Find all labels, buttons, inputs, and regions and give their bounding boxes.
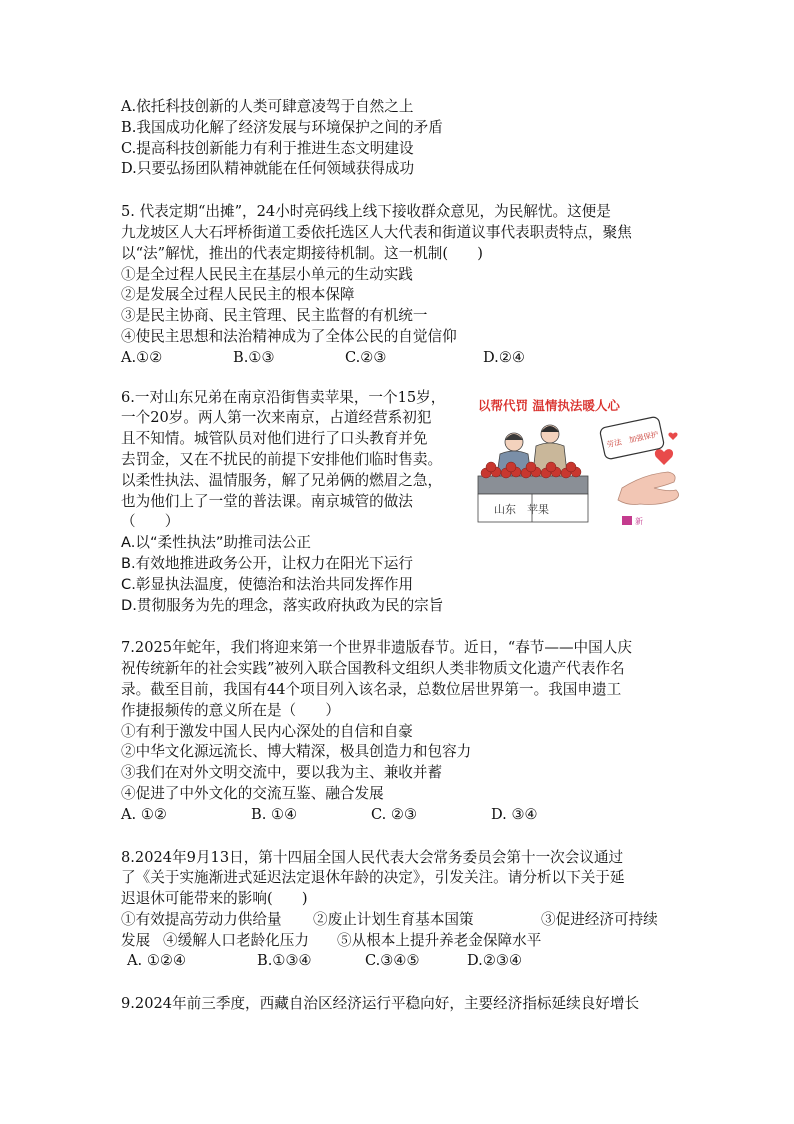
illustration-banner: 以帮代罚 温情执法暖人心: [478, 397, 620, 413]
question-5: [121, 202, 681, 368]
q4-option-c: C.提高科技创新能力有利于推进生态文明建设: [121, 139, 414, 157]
q8-option-d: D.②③④: [467, 952, 523, 970]
q5-stem-line: 以“法”解忧，推出的代表定期接待机制。这一机制( ): [121, 244, 483, 262]
apple-cart: [478, 476, 588, 494]
q9-stem-line: 9.2024年前三季度，西藏自治区经济运行平稳向好，主要经济指标延续良好增长: [121, 995, 640, 1013]
q7-stem-line: 7.2025年蛇年，我们将迎来第一个世界非遗版春节。近日，“春节——中国人庆: [121, 639, 632, 657]
q7-item-4: ④促进了中外文化的交流互鉴、融合发展: [121, 784, 384, 802]
q5-item-1: ①是全过程人民民主在基层小单元的生动实践: [121, 265, 413, 283]
exam-page: [121, 97, 681, 1015]
q7-option-d: D. ③④: [491, 805, 538, 823]
q7-item-1: ①有利于激发中国人民内心深处的自信和自豪: [121, 722, 413, 740]
q8-stem-line: 迟退休可能带来的影响( ): [121, 890, 308, 908]
q6-stem-line: 一个20岁。两人第一次来南京，占道经营系初犯: [121, 409, 432, 427]
q8-options: [121, 951, 681, 972]
q7-stem-line: 录。截至目前，我国有44个项目列入该名录，总数位居世界第一。我国申遗工: [121, 680, 622, 698]
q6-option-a: A.以“柔性执法”助推司法公正: [121, 534, 312, 552]
q8-items-row-2: [121, 931, 681, 952]
q8-item: ⑤从根本上提升养老金保障水平: [337, 931, 542, 949]
q7-stem-line: 祝传统新年的社会实践”被列入联合国教科文组织人类非物质文化遗产代表作名: [121, 660, 625, 678]
q7-stem-line: 作捷报频传的意义所在是（ ）: [121, 701, 340, 719]
q8-option-b: B.①③④: [257, 952, 312, 970]
q7-options: [121, 805, 681, 826]
q8-item: ③促进经济可持续: [541, 910, 658, 928]
q5-option-d: D.②④: [483, 348, 525, 366]
q8-item: ①有效提高劳动力供给量: [121, 910, 282, 928]
q6-stem-line: 且不知情。城管队员对他们进行了口头教育并免: [121, 430, 428, 448]
q5-item-3: ③是民主协商、民主管理、民主监督的有机统一: [121, 307, 428, 325]
stall-label: 山东 苹果: [494, 502, 549, 516]
law-enforcement-illustration: [472, 390, 688, 530]
q6-stem-line: 也为他们上了一堂的普法课。南京城管的做法: [121, 492, 413, 510]
q5-option-b: B.①③: [233, 348, 275, 366]
q5-item-4: ④使民主思想和法治精神成为了全体公民的自觉信仰: [121, 327, 457, 345]
q7-option-b: B. ①④: [251, 805, 298, 823]
q5-option-c: C.②③: [345, 348, 387, 366]
q4-option-b: B.我国成功化解了经济发展与环境保护之间的矛盾: [121, 118, 443, 136]
sign-card-text: 劳法 加强保护: [605, 429, 660, 449]
q6-stem-line: 去罚金，又在不扰民的前提下安排他们临时售卖。: [121, 450, 443, 468]
q7-option-a: A. ①②: [121, 805, 167, 823]
q8-item: ④缓解人口老龄化压力: [163, 931, 309, 949]
question-9: [121, 994, 681, 1015]
q4-option-a: A.依托科技创新的人类可肆意凌驾于自然之上: [121, 98, 414, 115]
q8-item: 发展: [121, 931, 151, 949]
q5-stem-line: 5. 代表定期“出摊”，24小时亮码线上线下接收群众意见，为民解忧。这便是: [121, 203, 611, 221]
q5-stem-line: 九龙坡区人大石坪桥街道工委依托选区人大代表和街道议事代表职责特点，聚焦: [121, 223, 632, 241]
q6-answer-blank: （ ）: [121, 513, 180, 531]
q7-item-2: ②中华文化源远流长、博大精深，极具创造力和包容力: [121, 743, 472, 761]
q6-stem-line: 以柔性执法、温情服务，解了兄弟俩的燃眉之急，: [121, 471, 443, 489]
corner-mark: 新: [635, 516, 643, 526]
question-8: [121, 848, 681, 973]
q8-stem-line: 8.2024年9月13日，第十四届全国人民代表大会常务委员会第十一次会议通过: [121, 848, 624, 866]
q6-option-b: B.有效地推进政务公开，让权力在阳光下运行: [121, 554, 413, 572]
q8-items-row-1: [121, 910, 681, 931]
q8-stem-line: 了《关于实施渐进式延迟法定退休年龄的决定》，引发关注。请分析以下关于延: [121, 869, 625, 887]
q6-option-c: C.彰显执法温度，使德治和法治共同发挥作用: [121, 575, 414, 593]
q7-option-c: C. ②③: [371, 805, 418, 823]
q7-item-3: ③我们在对外文明交流中，要以我为主、兼收并蓄: [121, 764, 443, 782]
q5-item-2: ②是发展全过程人民民主的根本保障: [121, 286, 355, 304]
question-6: [121, 388, 681, 617]
q6-stem-line: 6.一对山东兄弟在南京沿街售卖苹果，一个15岁，: [121, 388, 446, 406]
q8-option-a: A. ①②④: [127, 952, 187, 970]
q8-option-c: C.③④⑤: [365, 952, 420, 970]
q5-options: [121, 348, 681, 369]
q8-item: ②废止计划生育基本国策: [313, 910, 474, 928]
q4-option-d: D.只要弘扬团队精神就能在任何领域获得成功: [121, 160, 415, 178]
q4-options: [121, 97, 681, 180]
q5-option-a: A.①②: [121, 348, 163, 366]
question-7: [121, 638, 681, 825]
q6-option-d: D.贯彻服务为先的理念，落实政府执政为民的宗旨: [121, 596, 444, 614]
